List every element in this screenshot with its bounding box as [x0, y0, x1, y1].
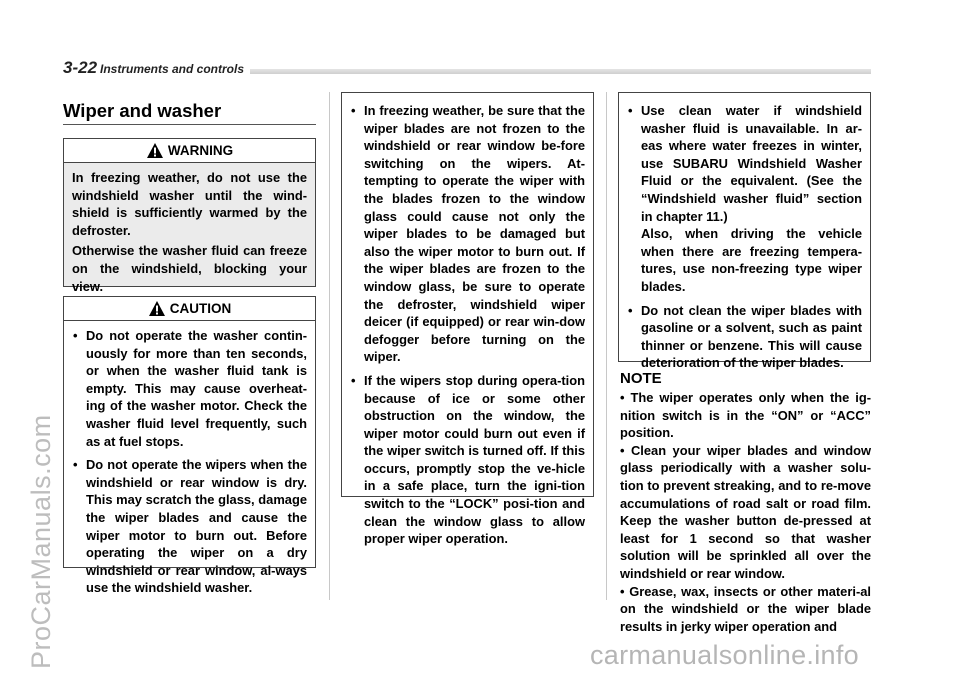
bullet-dot: • [620, 583, 625, 599]
title-underline [63, 124, 316, 125]
note-item-text: The wiper operates only when the ig-nition switch is in the “ON” or “ACC” position. [620, 390, 871, 441]
caution-label: CAUTION [169, 301, 232, 316]
caution-header [63, 296, 316, 321]
column-divider-1 [329, 92, 330, 600]
note-item [620, 583, 871, 636]
caution-bullet [72, 327, 307, 450]
note-heading: NOTE [620, 370, 662, 387]
warning-triangle-icon [146, 142, 164, 159]
caution-box-col2 [341, 92, 594, 547]
caution-continuation-text: Also, when driving the vehicle when there are freezing tempera-tures, use non-freezing type wiper blades. [641, 226, 862, 294]
bullet-dot: • [628, 103, 633, 118]
warning-label: WARNING [167, 143, 234, 158]
page-header [63, 60, 871, 80]
caution-bullet [72, 456, 307, 597]
caution-bullet-text: Do not clean the wiper blades with gasoline or a solvent, such as paint thinner or benzene. This will cause deterioration of the wiper blades. [641, 302, 862, 371]
caution-bullet-text: Use clean water if windshield washer fluid is unavailable. In ar-eas where water freezes in winter, use SUBARU Windshield Washer Fluid or the equivalent. (See the “Windshield washer fluid” section in chapter 11.) [641, 103, 862, 224]
caution-bullet-text: Do not operate the washer contin-uously for more than ten seconds, or when the washer fluid tank is empty. This may cause overheat-ing of the washer motor. Check the washer fluid level frequently, such as at fuel stops. [86, 328, 307, 449]
bullet-dot: • [620, 390, 625, 405]
caution-bullet-text: If the wipers stop during opera-tion because of ice or some other obstruction on the window, the wiper motor could burn out even if the wiper switch is turned off. If this occurs, promptly stop the ve-hicle in a safe place, turn the igni-tion switch to the “LOCK” posi-tion and clean the window glass to allow proper wiper operation. [364, 372, 585, 547]
page-title: Wiper and washer [63, 100, 222, 121]
caution-continuation [627, 225, 862, 295]
watermark-left: ProCarManuals.com [26, 414, 56, 669]
caution-box-col1 [63, 320, 316, 596]
watermark-bottom: carmanualsonline.info [590, 640, 859, 670]
caution-bullet-text: In freezing weather, be sure that the wiper blades are not frozen to the windshield or rear window be-fore switching on the wipers. At-tempting to operate the wiper with the blades frozen to the window glass could cause not only the wiper blades to be damaged but also the wiper motor to burn out. If the wiper blades are frozen to the window glass, be sure to operate the defroster, windshield wiper deicer (if equipped) or rear win-dow defogger before turning on the wiper. [364, 103, 585, 365]
bullet-dot: • [351, 372, 356, 388]
bullet-dot: • [73, 457, 78, 473]
note-body [620, 389, 871, 635]
note-item-text: Clean your wiper blades and window glass periodically with a washer solu-tion to prevent streaking, and to re-move accumulations of road salt or road film. Keep the washer button de-pressed at least for 1 second so that washer solution will be sprinkled all over the windshield or rear window. [620, 442, 871, 581]
bullet-dot: • [73, 328, 78, 343]
bullet-dot: • [351, 103, 356, 118]
warning-paragraph: Otherwise the washer fluid can freeze on the windshield, blocking your view. [72, 243, 307, 294]
caution-bullet [627, 102, 862, 225]
caution-bullet [350, 372, 585, 548]
note-item [620, 389, 871, 442]
caution-bullet [627, 302, 862, 372]
caution-box-col3 [618, 92, 871, 371]
warning-paragraph: In freezing weather, do not use the windshield washer until the wind-shield is sufficiently warmed by the defroster. [72, 170, 307, 238]
caution-bullet [350, 102, 585, 366]
section-title: Instruments and controls [100, 62, 250, 76]
page-number: 3-22 [63, 58, 101, 78]
caution-bullet-text: Do not operate the wipers when the windshield or rear window is dry. This may scratch the glass, damage the wiper blades and cause the wiper motor to burn out. Before operating the wiper on a dry windshield or rear window, al-ways use the windshield washer. [86, 457, 307, 596]
note-item-text: Grease, wax, insects or other materi-al on the windshield or the wiper blade results in jerky wiper operation and [620, 583, 871, 634]
bullet-dot: • [620, 442, 625, 458]
bullet-dot: • [628, 302, 633, 318]
caution-triangle-icon [148, 300, 166, 317]
note-item [620, 442, 871, 583]
column-divider-2 [606, 92, 607, 600]
warning-header [63, 138, 316, 163]
warning-box [63, 162, 316, 294]
header-rule [163, 69, 871, 74]
